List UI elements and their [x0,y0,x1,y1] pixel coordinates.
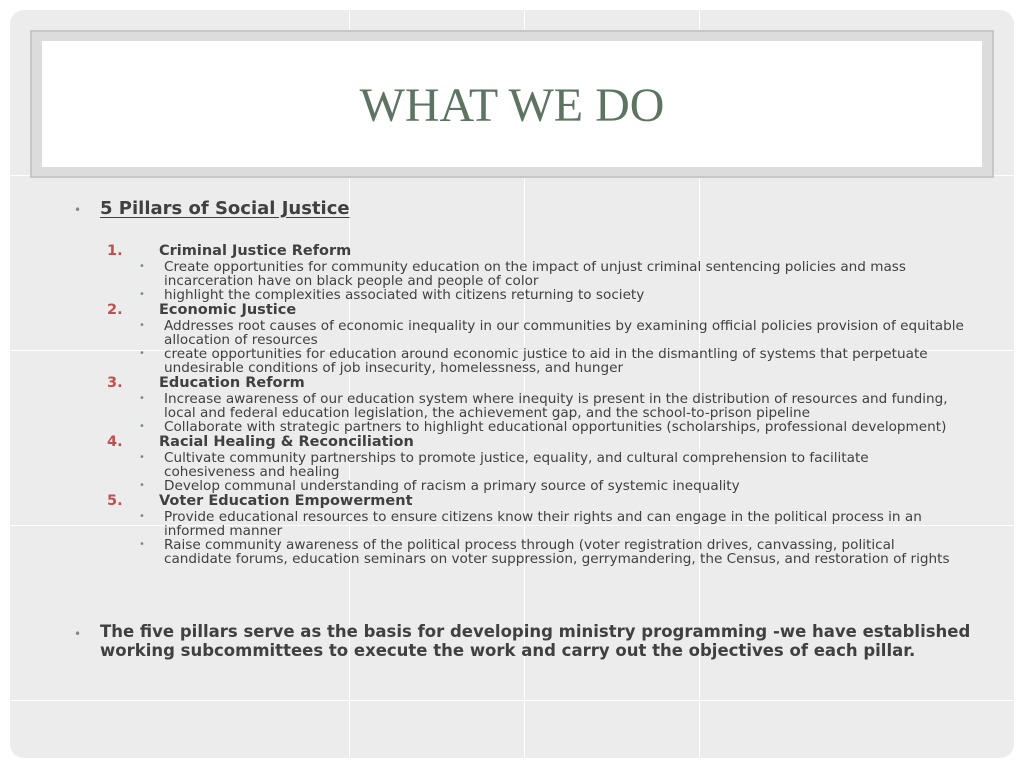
pillar-number: 1. [107,243,123,259]
bullet-dot: • [139,511,145,522]
pillar-point-text: Create opportunities for community education on the impact of unjust criminal sentencing policies and mass incarceration have on black people and people of color [164,259,906,289]
slide-content [10,10,1014,758]
bullet-dot: • [139,421,145,432]
pillar-heading [10,243,1014,260]
bullet-dot: • [74,203,82,217]
pillar-point [10,392,964,420]
pillar-point-text: Provide educational resources to ensure citizens know their rights and can engage in the political process in an informed manner [164,509,922,539]
pillar-point [10,347,964,375]
pillar-point [10,420,964,434]
pillar-point [10,319,964,347]
bullet-dot: • [139,261,145,272]
pillar-title: Voter Education Empowerment [159,493,413,509]
pillars-heading-link[interactable]: 5 Pillars of Social Justice [100,198,350,219]
pillar-point-text: Raise community awareness of the political process through (voter registration drives, canvassing, political candidate forums, education seminars on voter suppression, gerrymandering, the Census, and restoration of rights [164,537,950,567]
pillar-point-text: Addresses root causes of economic inequality in our communities by examining official policies provision of equitable allocation of resources [164,318,964,348]
bullet-dot: • [139,480,145,491]
pillar-point-text: highlight the complexities associated with citizens returning to society [164,287,645,303]
pillar-point-text: Develop communal understanding of racism a primary source of systemic inequality [164,478,740,494]
pillar-title: Economic Justice [159,302,297,318]
bullet-dot: • [139,320,145,331]
pillar-heading [10,302,1014,319]
bullet-dot: • [139,393,145,404]
closing-statement: The five pillars serve as the basis for developing ministry programming -we have established working subcommittees to execute the work and carry out the objectives of each pillar. [100,622,971,660]
pillar-point-text: Collaborate with strategic partners to highlight educational opportunities (scholarships, professional development) [164,419,947,435]
pillar-point-text: Cultivate community partnerships to promote justice, equality, and cultural comprehension to facilitate cohesiveness and healing [164,450,869,480]
pillar-point-text: Increase awareness of our education system where inequity is present in the distribution of resources and funding, local and federal education legislation, the achievement gap, and the school-to-prison pipeline [164,391,948,421]
pillar-title: Education Reform [159,375,305,391]
pillar-title: Criminal Justice Reform [159,243,352,259]
pillar-number: 5. [107,493,123,509]
bullet-dot: • [139,452,145,463]
bullet-dot: • [139,289,145,300]
pillar-point [10,260,964,288]
pillar-point-text: create opportunities for education around economic justice to aid in the dismantling of systems that perpetuate undesirable conditions of job insecurity, homelessness, and hunger [164,346,928,376]
pillar-title: Racial Healing & Reconciliation [159,434,414,450]
pillar-point [10,479,964,493]
slide-title: WHAT WE DO [359,78,665,132]
bullet-dot: • [139,539,145,550]
pillar-number: 3. [107,375,123,391]
bullet-dot: • [74,627,82,641]
pillar-heading [10,493,1014,510]
pillar-number: 2. [107,302,123,318]
pillar-point [10,451,964,479]
pillar-point [10,510,964,538]
slide [10,10,1014,758]
pillar-number: 4. [107,434,123,450]
bullet-dot: • [139,348,145,359]
pillar-point [10,288,964,302]
pillar-heading [10,375,1014,392]
pillar-point [10,538,964,566]
pillar-heading [10,434,1014,451]
pillars-list [10,243,1014,566]
